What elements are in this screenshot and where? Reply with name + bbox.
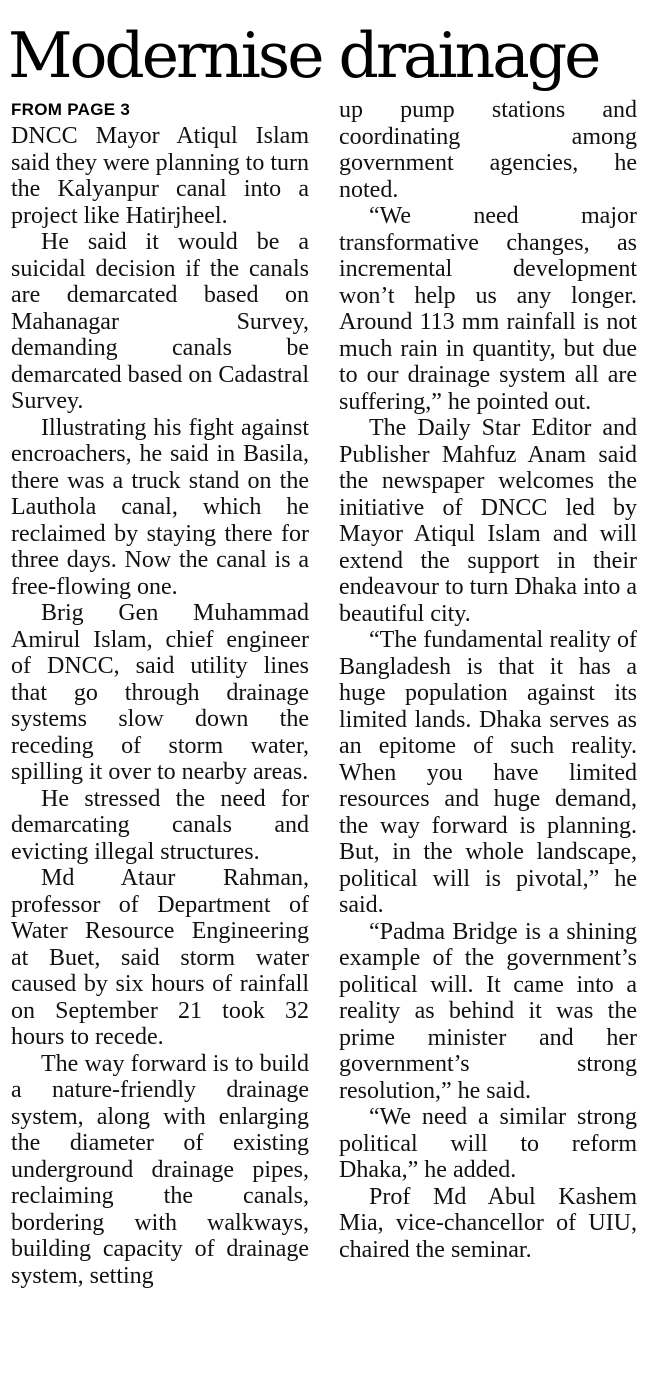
paragraph: Md Ataur Rahman, professor of Department of Water Resource Engineering at Buet, said storm water caused by six hours of rainfall on September 21 took 32 hours to recede. xyxy=(11,865,309,1050)
paragraph: The Daily Star Editor and Publisher Mahfuz Anam said the newspaper welcomes the initiative of DNCC led by Mayor Atiqul Islam and will extend the support in their endeavour to turn Dhaka into a beautiful city. xyxy=(339,415,637,627)
paragraph: Prof Md Abul Kashem Mia, vice-chancellor of UIU, chaired the seminar. xyxy=(339,1183,637,1263)
paragraph: “The fundamental reality of Bangladesh is that it has a huge population against its limited lands. Dhaka serves as an epitome of such reality. When you have limited resources and huge demand, the way forward is planning. But, in the whole landscape, political will is pivotal,” he said. xyxy=(339,627,637,918)
article-column-right xyxy=(339,97,637,1263)
headline: Modernise drainage xyxy=(8,19,599,92)
paragraph: up pump stations and coordinating among government agencies, he noted. xyxy=(339,97,637,203)
dateline: FROM PAGE 3 xyxy=(11,100,131,119)
paragraph: Brig Gen Muhammad Amirul Islam, chief engineer of DNCC, said utility lines that go through drainage systems slow down the receding of storm water, spilling it over to nearby areas. xyxy=(11,600,309,785)
paragraph: “We need major transformative changes, as incremental development won’t help us any longer. Around 113 mm rainfall is not much rain in quantity, but due to our drainage system all are suffering,” he pointed out. xyxy=(339,203,637,415)
paragraph: He said it would be a suicidal decision if the canals are demarcated based on Mahanagar Survey, demanding canals be demarcated based on Cadastral Survey. xyxy=(11,229,309,414)
paragraph: He stressed the need for demarcating canals and evicting illegal structures. xyxy=(11,785,309,865)
paragraph: DNCC Mayor Atiqul Islam said they were planning to turn the Kalyanpur canal into a project like Hatirjheel. xyxy=(11,123,309,229)
paragraph: “We need a similar strong political will to reform Dhaka,” he added. xyxy=(339,1104,637,1183)
article-column-left xyxy=(11,99,309,1289)
paragraph: Illustrating his fight against encroachers, he said in Basila, there was a truck stand on the Lauthola canal, which he reclaimed by staying there for three days. Now the canal is a free-flowing one. xyxy=(11,414,309,600)
paragraph: The way forward is to build a nature-friendly drainage system, along with enlarging the diameter of existing underground drainage pipes, reclaiming the canals, bordering with walkways, building capacity of drainage system, setting xyxy=(11,1050,309,1289)
paragraph: “Padma Bridge is a shining example of the government’s political will. It came into a reality as behind it was the prime minister and her government’s strong resolution,” he said. xyxy=(339,918,637,1104)
